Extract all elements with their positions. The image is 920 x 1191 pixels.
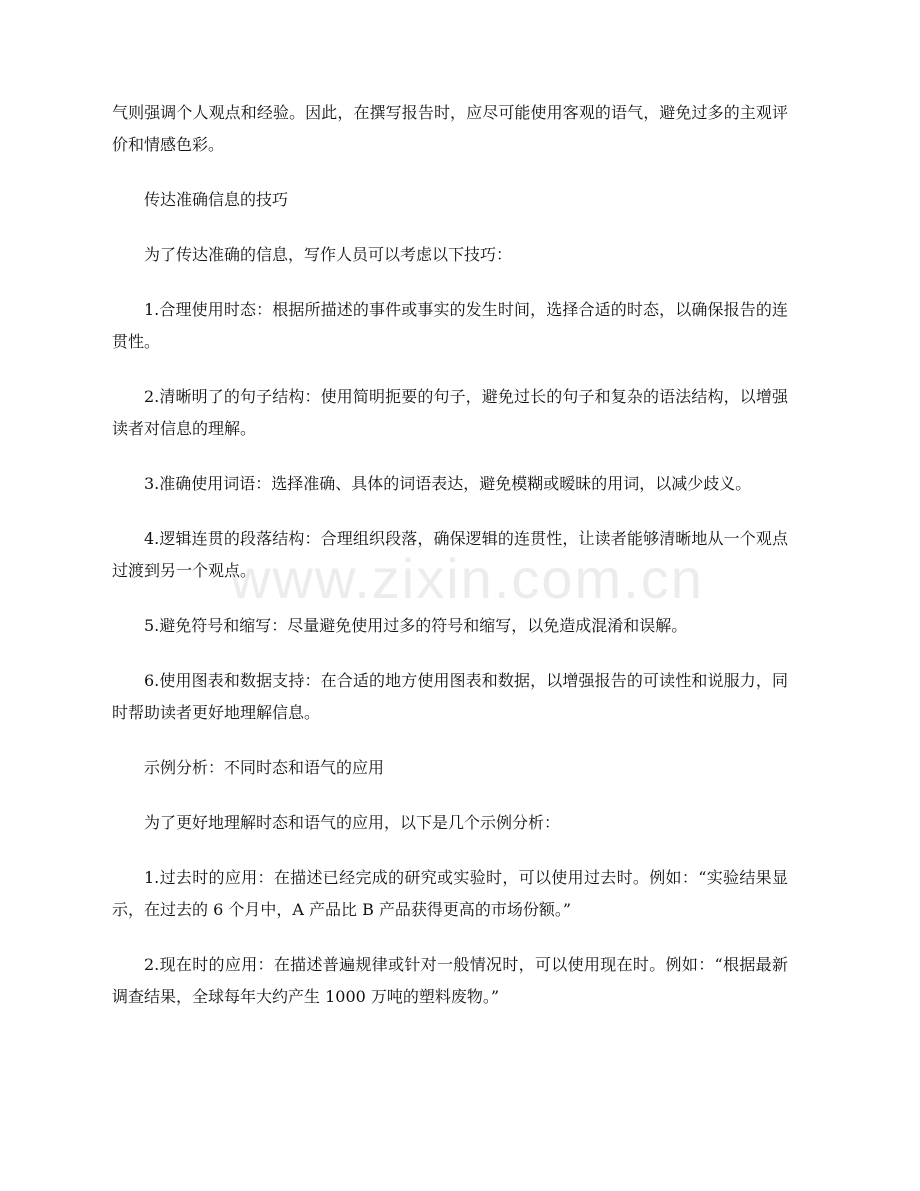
list-item-paragraph-structure: 4.逻辑连贯的段落结构：合理组织段落，确保逻辑的连贯性，让读者能够清晰地从一个观点过渡到另一个观点。: [112, 529, 788, 580]
list-item-charts-data: 6.使用图表和数据支持：在合适的地方使用图表和数据，以增强报告的可读性和说服力，同时帮助读者更好地理解信息。: [112, 671, 788, 722]
list-item-tense: 1.合理使用时态：根据所描述的事件或事实的发生时间，选择合适的时态，以确保报告的连贯性。: [112, 300, 788, 351]
paragraph-intro-techniques: 为了传达准确的信息，写作人员可以考虑以下技巧：: [144, 245, 513, 264]
list-item-word-choice: 3.准确使用词语：选择准确、具体的词语表达，避免模糊或暧昧的用词，以减少歧义。: [144, 474, 752, 493]
example-present-tense: 2.现在时的应用：在描述普遍规律或针对一般情况时，可以使用现在时。例如：“根据最新调查结果，全球每年大约产生 1000 万吨的塑料废物。”: [112, 955, 788, 1006]
example-past-tense: 1.过去时的应用：在描述已经完成的研究或实验时，可以使用过去时。例如：“实验结果显示，在过去的 6 个月中，A 产品比 B 产品获得更高的市场份额。”: [112, 868, 788, 919]
paragraph-continuation: 气则强调个人观点和经验。因此，在撰写报告时，应尽可能使用客观的语气，避免过多的主观评价和情感色彩。: [112, 103, 788, 154]
section-heading-accurate-info: 传达准确信息的技巧: [144, 190, 289, 209]
document-body: [112, 97, 788, 1036]
list-item-sentence-structure: 2.清晰明了的句子结构：使用简明扼要的句子，避免过长的句子和复杂的语法结构，以增强读者对信息的理解。: [112, 387, 788, 438]
paragraph-intro-examples: 为了更好地理解时态和语气的应用，以下是几个示例分析：: [144, 813, 561, 832]
section-heading-example-analysis: 示例分析：不同时态和语气的应用: [144, 758, 385, 777]
list-item-avoid-symbols: 5.避免符号和缩写：尽量避免使用过多的符号和缩写，以免造成混淆和误解。: [144, 616, 688, 635]
watermark: www.zixin.com.cn: [230, 547, 704, 610]
